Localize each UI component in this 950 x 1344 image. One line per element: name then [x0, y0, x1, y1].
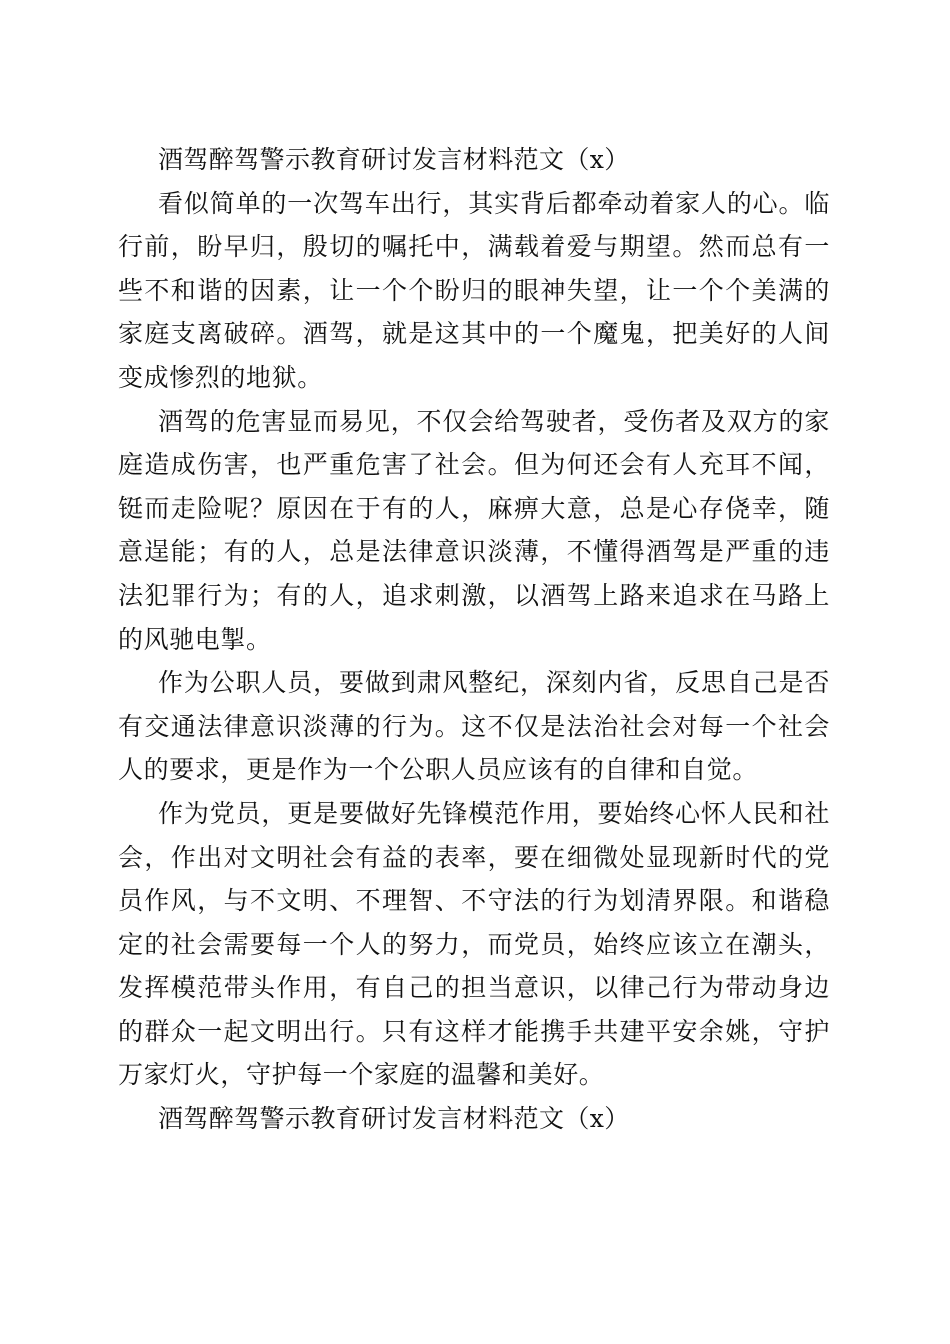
- body-paragraph-4: 作为党员，更是要做好先锋模范作用，要始终心怀人民和社会，作出对文明社会有益的表率，要在细微处显现新时代的党员作风，与不文明、不理智、不守法的行为划清界限。和谐稳定的社会需要每一个人的努力，而党员，始终应该立在潮头，发挥模范带头作用，有自己的担当意识，以律己行为带动身边的群众一起文明出行。只有这样才能携手共建平安余姚，守护万家灯火，守护每一个家庭的温馨和美好。: [118, 798, 830, 1090]
- body-paragraph-2: 酒驾的危害显而易见，不仅会给驾驶者，受伤者及双方的家庭造成伤害，也严重危害了社会。但为何还会有人充耳不闻，铤而走险呢？原因在于有的人，麻痹大意，总是心存侥幸，随意逞能；有的人，总是法律意识淡薄，不懂得酒驾是严重的违法犯罪行为；有的人，追求刺激，以酒驾上路来追求在马路上的风驰电掣。: [118, 406, 830, 654]
- document-title-top: 酒驾醉驾警示教育研讨发言材料范文（x）: [158, 145, 630, 174]
- body-paragraph-1: 看似简单的一次驾车出行，其实背后都牵动着家人的心。临行前，盼早归，殷切的嘱托中，满载着爱与期望。然而总有一些不和谐的因素，让一个个盼归的眼神失望，让一个个美满的家庭支离破碎。酒驾，就是这其中的一个魔鬼，把美好的人间变成惨烈的地狱。: [118, 188, 830, 392]
- document-page: [118, 138, 830, 1141]
- document-title-bottom: 酒驾醉驾警示教育研讨发言材料范文（x）: [158, 1104, 630, 1134]
- body-paragraph-3: 作为公职人员，要做到肃风整纪，深刻内省，反思自己是否有交通法律意识淡薄的行为。这不仅是法治社会对每一个社会人的要求，更是作为一个公职人员应该有的自律和自觉。: [118, 668, 830, 785]
